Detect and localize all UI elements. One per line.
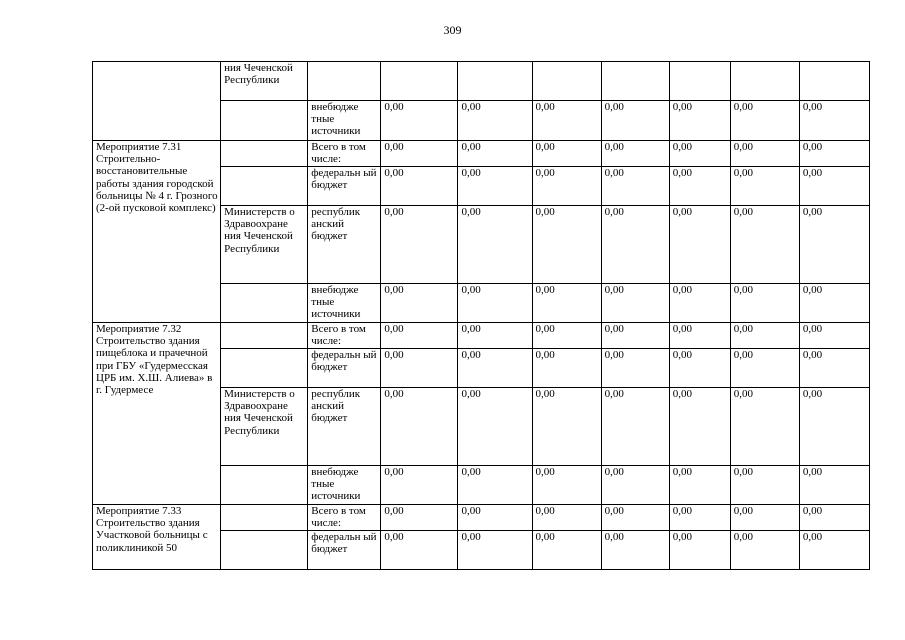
amount-cell: 0,00 <box>669 101 730 141</box>
amount-cell: 0,00 <box>458 349 532 388</box>
amount-cell: 0,00 <box>458 505 532 531</box>
amount-cell: 0,00 <box>799 101 869 141</box>
event-cell: Мероприятие 7.31 Строительно-восстановительные работы здания городской больницы № 4 г. Грозного (2-ой пусковой комплекс) <box>93 141 221 323</box>
executor-cell <box>221 284 308 323</box>
amount-cell: 0,00 <box>669 349 730 388</box>
funding-source-cell: внебюдже тные источники <box>308 284 381 323</box>
table-row <box>93 141 870 167</box>
amount-cell: 0,00 <box>799 167 869 206</box>
event-cell <box>93 62 221 141</box>
executor-cell <box>221 323 308 349</box>
table-row <box>93 62 870 101</box>
amount-cell: 0,00 <box>799 505 869 531</box>
amount-cell: 0,00 <box>532 466 601 505</box>
amount-cell: 0,00 <box>458 167 532 206</box>
executor-cell <box>221 101 308 141</box>
amount-cell: 0,00 <box>381 167 458 206</box>
amount-cell <box>730 62 799 101</box>
amount-cell <box>381 62 458 101</box>
funding-source-cell: внебюдже тные источники <box>308 466 381 505</box>
amount-cell: 0,00 <box>601 323 669 349</box>
amount-cell: 0,00 <box>601 101 669 141</box>
executor-cell <box>221 349 308 388</box>
amount-cell: 0,00 <box>532 167 601 206</box>
amount-cell: 0,00 <box>799 206 869 284</box>
amount-cell: 0,00 <box>669 531 730 570</box>
funding-source-cell: внебюдже тные источники <box>308 101 381 141</box>
amount-cell <box>601 62 669 101</box>
amount-cell: 0,00 <box>669 206 730 284</box>
page-number: 309 <box>443 23 462 37</box>
amount-cell: 0,00 <box>799 349 869 388</box>
funding-source-cell <box>308 62 381 101</box>
funding-source-cell: Всего в том числе: <box>308 141 381 167</box>
amount-cell: 0,00 <box>669 284 730 323</box>
amount-cell: 0,00 <box>730 505 799 531</box>
amount-cell: 0,00 <box>730 284 799 323</box>
executor-cell <box>221 531 308 570</box>
amount-cell: 0,00 <box>730 388 799 466</box>
amount-cell: 0,00 <box>458 466 532 505</box>
funding-source-cell: республик анский бюджет <box>308 388 381 466</box>
amount-cell: 0,00 <box>381 349 458 388</box>
amount-cell: 0,00 <box>601 206 669 284</box>
amount-cell: 0,00 <box>730 101 799 141</box>
amount-cell: 0,00 <box>381 206 458 284</box>
amount-cell: 0,00 <box>799 466 869 505</box>
funding-source-cell: федеральн ый бюджет <box>308 531 381 570</box>
amount-cell: 0,00 <box>601 466 669 505</box>
amount-cell: 0,00 <box>532 349 601 388</box>
executor-cell <box>221 466 308 505</box>
amount-cell: 0,00 <box>669 388 730 466</box>
amount-cell: 0,00 <box>532 284 601 323</box>
funding-source-cell: федеральн ый бюджет <box>308 167 381 206</box>
amount-cell: 0,00 <box>532 323 601 349</box>
amount-cell: 0,00 <box>730 531 799 570</box>
amount-cell: 0,00 <box>458 141 532 167</box>
amount-cell: 0,00 <box>532 505 601 531</box>
amount-cell: 0,00 <box>601 349 669 388</box>
amount-cell: 0,00 <box>669 323 730 349</box>
table-body <box>93 62 870 570</box>
amount-cell: 0,00 <box>381 466 458 505</box>
executor-cell <box>221 167 308 206</box>
amount-cell: 0,00 <box>601 284 669 323</box>
amount-cell: 0,00 <box>669 505 730 531</box>
amount-cell: 0,00 <box>532 388 601 466</box>
amount-cell: 0,00 <box>532 141 601 167</box>
amount-cell: 0,00 <box>669 141 730 167</box>
funding-source-cell: республик анский бюджет <box>308 206 381 284</box>
amount-cell <box>458 62 532 101</box>
amount-cell: 0,00 <box>601 531 669 570</box>
amount-cell: 0,00 <box>601 505 669 531</box>
amount-cell: 0,00 <box>601 167 669 206</box>
amount-cell: 0,00 <box>799 141 869 167</box>
amount-cell: 0,00 <box>601 141 669 167</box>
amount-cell: 0,00 <box>532 531 601 570</box>
amount-cell: 0,00 <box>381 323 458 349</box>
amount-cell: 0,00 <box>730 167 799 206</box>
amount-cell: 0,00 <box>730 206 799 284</box>
budget-table <box>92 61 870 570</box>
amount-cell: 0,00 <box>381 388 458 466</box>
amount-cell <box>669 62 730 101</box>
amount-cell: 0,00 <box>669 466 730 505</box>
funding-source-cell: Всего в том числе: <box>308 505 381 531</box>
amount-cell: 0,00 <box>730 349 799 388</box>
executor-cell <box>221 141 308 167</box>
amount-cell: 0,00 <box>730 141 799 167</box>
executor-cell: Министерств о Здравоохране ния Чеченской Республики <box>221 206 308 284</box>
executor-cell <box>221 505 308 531</box>
amount-cell: 0,00 <box>669 167 730 206</box>
amount-cell: 0,00 <box>458 323 532 349</box>
amount-cell: 0,00 <box>458 101 532 141</box>
amount-cell: 0,00 <box>458 388 532 466</box>
funding-source-cell: Всего в том числе: <box>308 323 381 349</box>
amount-cell: 0,00 <box>799 323 869 349</box>
amount-cell: 0,00 <box>601 388 669 466</box>
amount-cell: 0,00 <box>799 284 869 323</box>
amount-cell <box>799 62 869 101</box>
amount-cell: 0,00 <box>381 101 458 141</box>
amount-cell: 0,00 <box>381 284 458 323</box>
amount-cell: 0,00 <box>532 101 601 141</box>
amount-cell: 0,00 <box>799 531 869 570</box>
amount-cell <box>532 62 601 101</box>
amount-cell: 0,00 <box>381 531 458 570</box>
event-cell: Мероприятие 7.32 Строительство здания пищеблока и прачечной при ГБУ «Гудермесская ЦРБ им. Х.Ш. Алиева» в г. Гудермесе <box>93 323 221 505</box>
amount-cell: 0,00 <box>458 206 532 284</box>
amount-cell: 0,00 <box>381 141 458 167</box>
table-row <box>93 505 870 531</box>
amount-cell: 0,00 <box>532 206 601 284</box>
amount-cell: 0,00 <box>458 531 532 570</box>
funding-source-cell: федеральн ый бюджет <box>308 349 381 388</box>
amount-cell: 0,00 <box>730 466 799 505</box>
executor-cell: Министерств о Здравоохране ния Чеченской Республики <box>221 388 308 466</box>
amount-cell: 0,00 <box>381 505 458 531</box>
amount-cell: 0,00 <box>799 388 869 466</box>
event-cell: Мероприятие 7.33 Строительство здания Участковой больницы с поликлиникой 50 <box>93 505 221 570</box>
table-row <box>93 323 870 349</box>
amount-cell: 0,00 <box>730 323 799 349</box>
executor-cell: ния Чеченской Республики <box>221 62 308 101</box>
amount-cell: 0,00 <box>458 284 532 323</box>
